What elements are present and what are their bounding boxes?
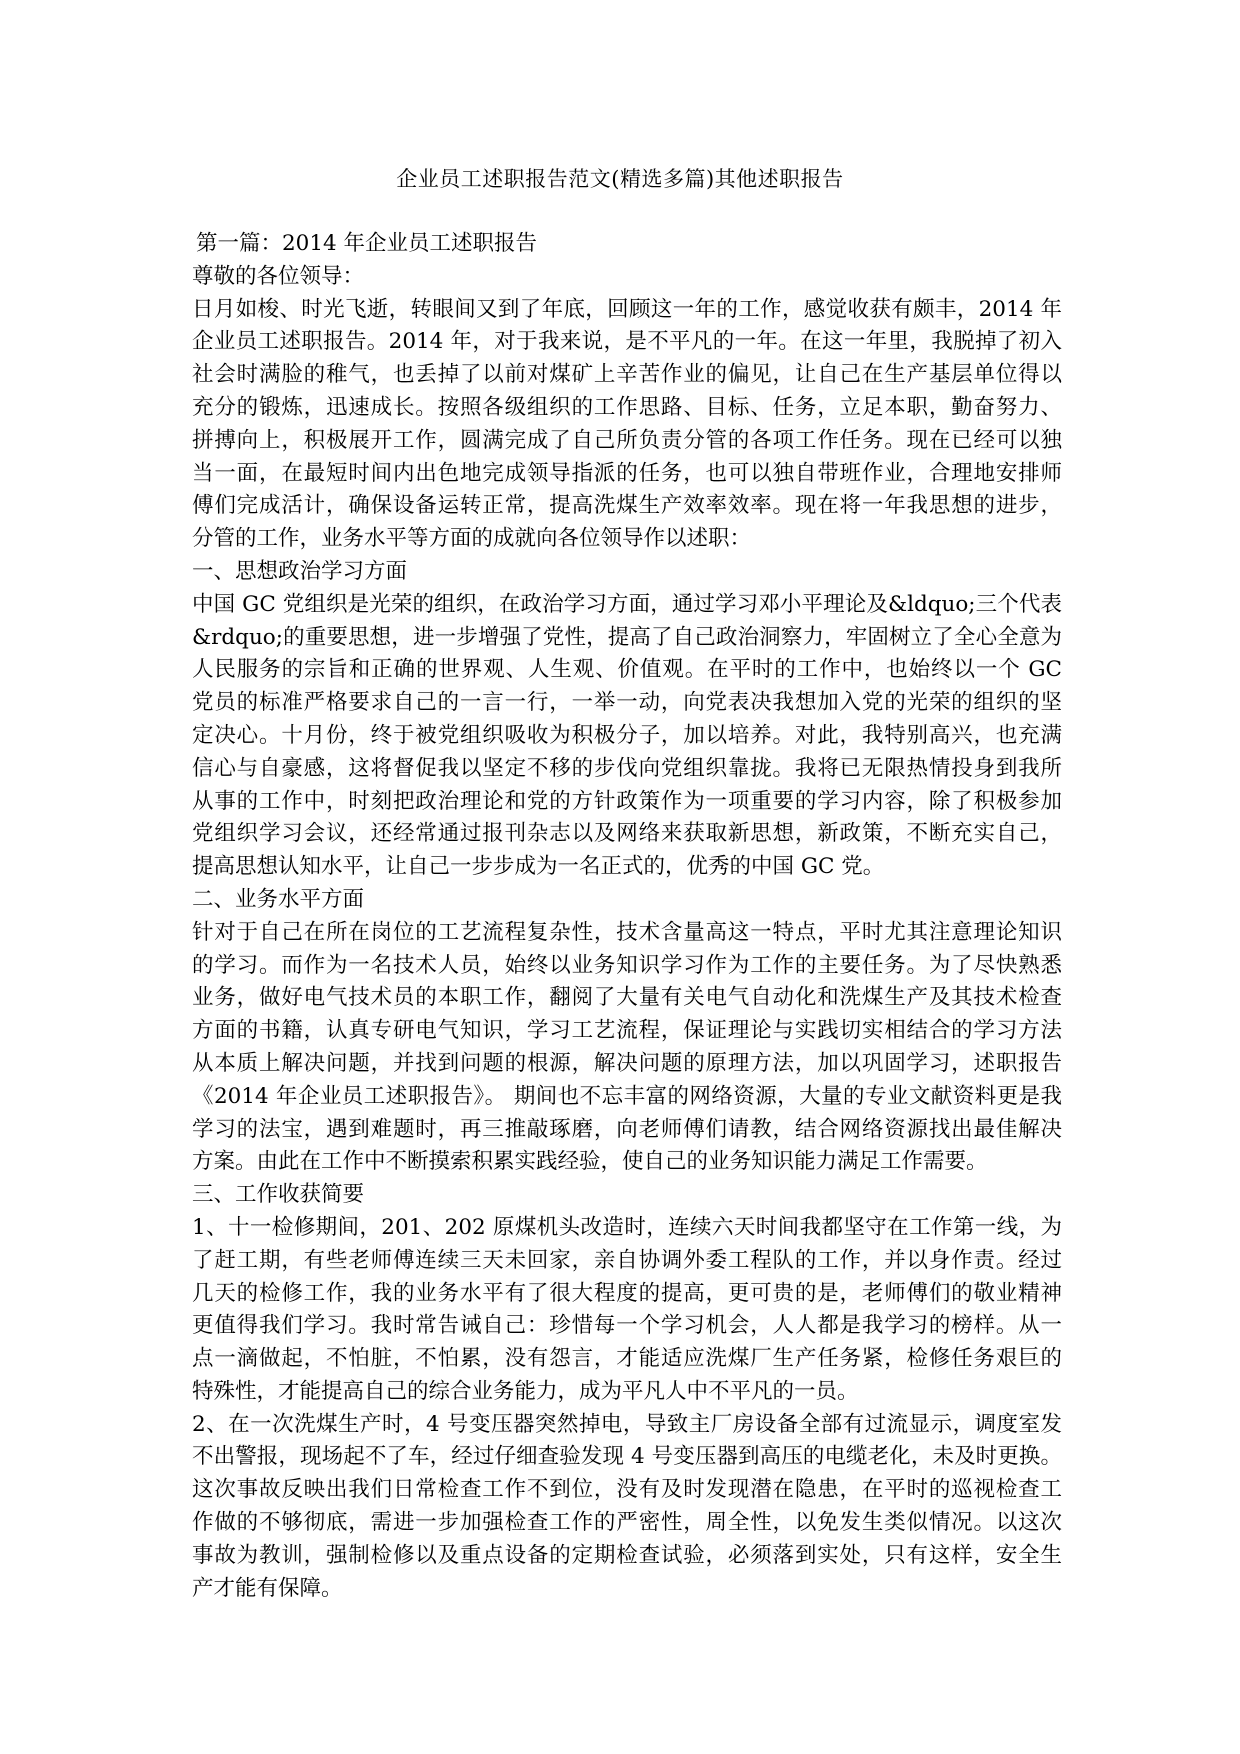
text-line: &rdquo;的重要思想，进一步增强了党性，提高了自己政治洞察力，牢固树立了全心全意为 (192, 624, 1062, 650)
text-line: 充分的锻炼，迅速成长。按照各级组织的工作思路、目标、任务，立足本职，勤奋努力、 (192, 394, 1062, 420)
text-line: 一、思想政治学习方面 (192, 558, 408, 584)
text-line: 中国 GC 党组织是光荣的组织，在政治学习方面，通过学习邓小平理论及&ldquo;三个代表 (192, 591, 1062, 617)
text-line: 当一面，在最短时间内出色地完成领导指派的任务，也可以独自带班作业，合理地安排师 (192, 460, 1062, 486)
text-line: 日月如梭、时光飞逝，转眼间又到了年底，回顾这一年的工作，感觉收获有颇丰，2014 年 (192, 296, 1062, 322)
text-line: 党员的标准严格要求自己的一言一行，一举一动，向党表决我想加入党的光荣的组织的坚 (192, 690, 1062, 716)
text-line: 产才能有保障。 (192, 1575, 343, 1601)
text-line: 社会时满脸的稚气，也丢掉了以前对煤矿上辛苦作业的偏见，让自己在生产基层单位得以 (192, 362, 1062, 388)
text-line: 事故为教训，强制检修以及重点设备的定期检查试验，必须落到实处，只有这样，安全生 (192, 1542, 1062, 1568)
text-line: 《2014 年企业员工述职报告》。 期间也不忘丰富的网络资源，大量的专业文献资料更是我 (192, 1083, 1062, 1109)
text-line: 尊敬的各位领导： (192, 263, 365, 289)
text-line: 1、十一检修期间，201、202 原煤机头改造时，连续六天时间我都坚守在工作第一线，为 (192, 1214, 1062, 1240)
text-line: 了赶工期，有些老师傅连续三天未回家，亲自协调外委工程队的工作，并以身作责。经过 (192, 1247, 1062, 1273)
text-line: 几天的检修工作，我的业务水平有了很大程度的提高，更可贵的是，老师傅们的敬业精神 (192, 1280, 1062, 1306)
text-line: 提高思想认知水平，让自己一步步成为一名正式的，优秀的中国 GC 党。 (192, 854, 885, 880)
text-line: 学习的法宝，遇到难题时，再三推敲琢磨，向老师傅们请教，结合网络资源找出最佳解决 (192, 1116, 1062, 1142)
text-line: 从本质上解决问题，并找到问题的根源，解决问题的原理方法，加以巩固学习，述职报告 (192, 1050, 1062, 1076)
text-line: 2、在一次洗煤生产时，4 号变压器突然掉电，导致主厂房设备全部有过流显示，调度室发 (192, 1411, 1062, 1437)
text-line: 方面的书籍，认真专研电气知识，学习工艺流程，保证理论与实践切实相结合的学习方法 (192, 1018, 1062, 1044)
text-line: 二、业务水平方面 (192, 886, 365, 912)
text-line: 作做的不够彻底，需进一步加强检查工作的严密性，周全性，以免发生类似情况。以这次 (192, 1510, 1062, 1536)
text-line: 点一滴做起，不怕脏，不怕累，没有怨言，才能适应洗煤厂生产任务紧，检修任务艰巨的 (192, 1346, 1062, 1372)
text-line: 特殊性，才能提高自己的综合业务能力，成为平凡人中不平凡的一员。 (192, 1378, 859, 1404)
text-line: 从事的工作中，时刻把政治理论和党的方针政策作为一项重要的学习内容，除了积极参加 (192, 788, 1062, 814)
text-line: 的学习。而作为一名技术人员，始终以业务知识学习作为工作的主要任务。为了尽快熟悉 (192, 952, 1062, 978)
text-line: 方案。由此在工作中不断摸索积累实践经验，使自己的业务知识能力满足工作需要。 (192, 1149, 988, 1175)
text-line: 业务，做好电气技术员的本职工作，翻阅了大量有关电气自动化和洗煤生产及其技术检查 (192, 985, 1062, 1011)
text-line: 三、工作收获简要 (192, 1182, 365, 1208)
text-line: 更值得我们学习。我时常告诫自己：珍惜每一个学习机会，人人都是我学习的榜样。从一 (192, 1313, 1062, 1339)
text-line: 这次事故反映出我们日常检查工作不到位，没有及时发现潜在隐患，在平时的巡视检查工 (192, 1477, 1062, 1503)
text-line: 拼搏向上，积极展开工作，圆满完成了自己所负责分管的各项工作任务。现在已经可以独 (192, 427, 1062, 453)
text-line: 信心与自豪感，这将督促我以坚定不移的步伐向党组织靠拢。我将已无限热情投身到我所 (192, 755, 1062, 781)
text-line: 人民服务的宗旨和正确的世界观、人生观、价值观。在平时的工作中，也始终以一个 GC (192, 657, 1062, 683)
text-line: 分管的工作，业务水平等方面的成就向各位领导作以述职： (192, 526, 752, 552)
text-line: 傅们完成活计，确保设备运转正常，提高洗煤生产效率效率。现在将一年我思想的进步， (192, 493, 1062, 519)
document-title: 企业员工述职报告范文(精选多篇)其他述职报告 (396, 167, 844, 191)
text-line: 党组织学习会议，还经常通过报刊杂志以及网络来获取新思想，新政策，不断充实自己， (192, 821, 1062, 847)
text-line: 第一篇：2014 年企业员工述职报告 (196, 231, 538, 256)
text-line: 定决心。十月份，终于被党组织吸收为积极分子，加以培养。对此，我特别高兴，也充满 (192, 722, 1062, 748)
text-line: 企业员工述职报告。2014 年，对于我来说，是不平凡的一年。在这一年里，我脱掉了初入 (192, 329, 1062, 355)
document-body (192, 228, 1062, 1605)
text-line: 不出警报，现场起不了车，经过仔细查验发现 4 号变压器到高压的电缆老化，未及时更换。 (192, 1444, 1062, 1470)
text-line: 针对于自己在所在岗位的工艺流程复杂性，技术含量高这一特点，平时尤其注意理论知识 (192, 919, 1062, 945)
